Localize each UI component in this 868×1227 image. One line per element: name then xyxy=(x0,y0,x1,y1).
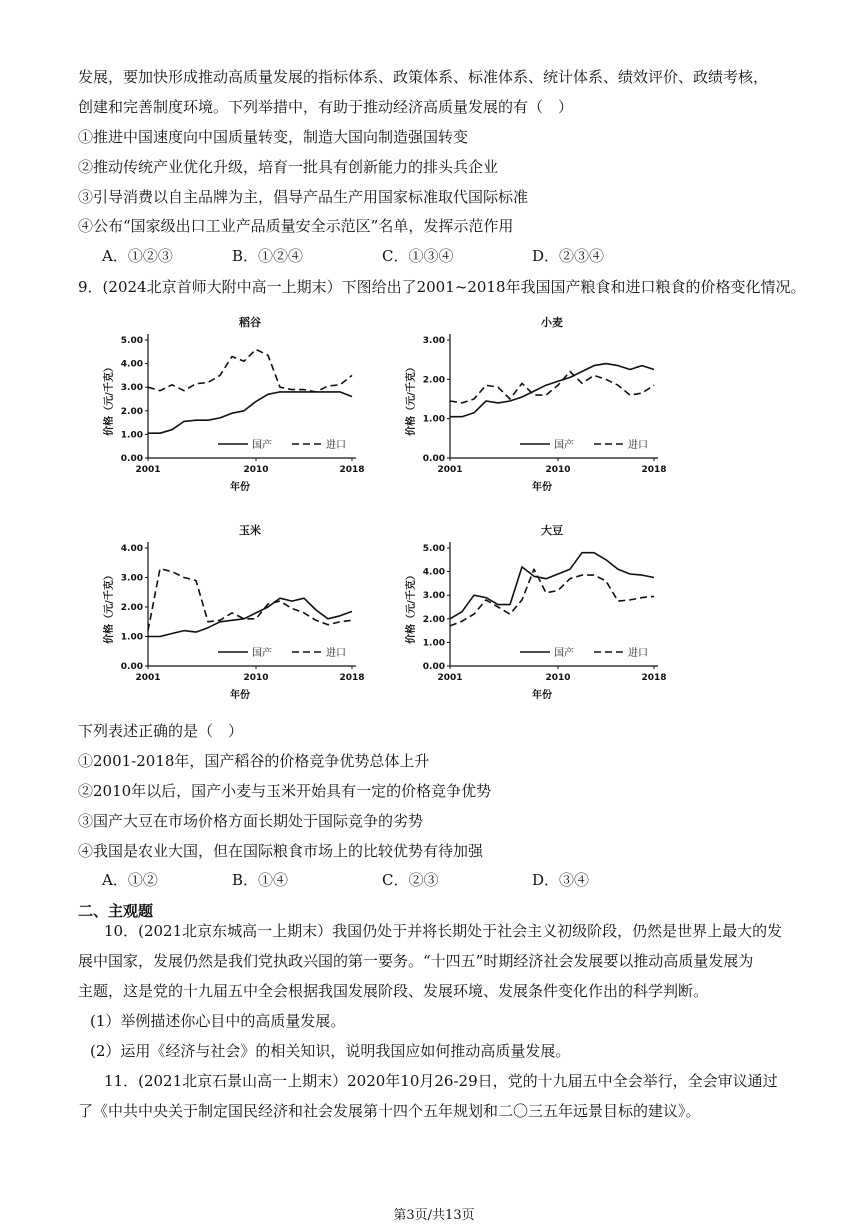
x-tick-label: 2010 xyxy=(545,673,571,683)
series-line-imported xyxy=(148,349,352,392)
y-tick-label: 1.00 xyxy=(422,638,445,649)
y-tick-label: 1.00 xyxy=(120,632,143,643)
x-tick-label: 2010 xyxy=(243,673,269,683)
series-line-imported xyxy=(148,569,352,631)
q10-line-3: 主题，这是党的十九届五中全会根据我国发展阶段、发展环境、发展条件变化作出的科学判断。 xyxy=(78,982,709,1000)
x-tick-label: 2001 xyxy=(437,673,463,683)
legend-label: 进口 xyxy=(326,648,346,659)
q9-question: 下列表述正确的是（ ） xyxy=(78,722,244,740)
y-tick-label: 5.00 xyxy=(120,336,143,346)
x-tick-label: 2001 xyxy=(135,673,161,683)
q8-option-c: C．①③④ xyxy=(382,247,454,265)
q10-subquestion-2: (2）运用《经济与社会》的相关知识，说明我国应如何推动高质量发展。 xyxy=(90,1042,571,1060)
y-tick-label: 1.00 xyxy=(422,414,445,425)
y-tick-label: 1.00 xyxy=(120,430,143,441)
y-tick-label: 2.00 xyxy=(120,603,143,613)
page-footer: 第3页/共13页 xyxy=(393,1208,475,1223)
q9-option-b: B．①④ xyxy=(232,871,289,889)
y-tick-label: 4.00 xyxy=(422,567,445,578)
series-line-imported xyxy=(450,372,654,403)
q9-statement-3: ③国产大豆在市场价格方面长期处于国际竞争的劣势 xyxy=(78,812,424,830)
series-line-imported xyxy=(450,569,654,626)
y-tick-label: 3.00 xyxy=(120,573,143,584)
chart-wheat-svg xyxy=(392,310,692,500)
chart-rice-svg xyxy=(90,310,390,500)
q9-statement-1: ①2001-2018年，国产稻谷的价格竞争优势总体上升 xyxy=(78,752,430,770)
q9-option-d: D．③④ xyxy=(532,871,590,889)
q11-line-1: 11．(2021北京石景山高一上期末）2020年10月26-29日，党的十九届五中全会举行，全会审议通过 xyxy=(104,1072,778,1090)
x-tick-label: 2018 xyxy=(641,673,667,683)
y-tick-label: 2.00 xyxy=(422,614,445,625)
y-tick-label: 4.00 xyxy=(120,359,143,370)
q8-statement-2: ②推动传统产业优化升级，培育一批具有创新能力的排头兵企业 xyxy=(78,158,499,176)
q10-line-1: 10．(2021北京东城高一上期末）我国仍处于并将长期处于社会主义初级阶段，仍然是世界上最大的发 xyxy=(104,922,783,940)
section-title: 二、主观题 xyxy=(78,902,154,920)
y-axis-label: 价格（元/千克） xyxy=(104,362,115,436)
q8-statement-3: ③引导消费以自主品牌为主，倡导产品生产用国家标准取代国际标准 xyxy=(78,188,529,206)
x-tick-label: 2010 xyxy=(545,465,571,475)
legend-label: 进口 xyxy=(326,440,346,451)
y-tick-label: 2.00 xyxy=(422,375,445,386)
x-axis-label: 年份 xyxy=(230,482,250,493)
legend-label: 国产 xyxy=(554,648,574,659)
q8-statement-4: ④公布“国家级出口工业产品质量安全示范区”名单，发挥示范作用 xyxy=(78,217,514,235)
chart-wheat xyxy=(392,310,692,504)
q9-stem: 9．(2024北京首师大附中高一上期末）下图给出了2001~2018年我国国产粮食和进口粮食的价格变化情况。 xyxy=(78,278,806,296)
q8-option-d: D．②③④ xyxy=(532,247,605,265)
y-tick-label: 0.00 xyxy=(120,662,143,672)
series-line-domestic xyxy=(450,364,654,417)
x-tick-label: 2018 xyxy=(339,673,365,683)
q8-option-a: A．①②③ xyxy=(102,247,173,265)
chart-corn xyxy=(90,518,390,712)
x-tick-label: 2001 xyxy=(437,465,463,475)
y-tick-label: 4.00 xyxy=(120,544,143,554)
y-tick-label: 3.00 xyxy=(422,336,445,346)
legend-label: 国产 xyxy=(252,440,272,451)
legend-label: 国产 xyxy=(252,648,272,659)
q9-option-c: C．②③ xyxy=(382,871,439,889)
legend-label: 进口 xyxy=(628,440,648,451)
chart-title: 小麦 xyxy=(541,316,563,329)
x-axis-label: 年份 xyxy=(230,690,250,701)
chart-soybean xyxy=(392,518,692,712)
q9-statement-2: ②2010年以后，国产小麦与玉米开始具有一定的价格竞争优势 xyxy=(78,782,492,800)
legend-label: 国产 xyxy=(554,440,574,451)
y-tick-label: 5.00 xyxy=(422,544,445,554)
q8-option-b: B．①②④ xyxy=(232,247,304,265)
q9-statement-4: ④我国是农业大国，但在国际粮食市场上的比较优势有待加强 xyxy=(78,842,484,860)
q8-statement-1: ①推进中国速度向中国质量转变，制造大国向制造强国转变 xyxy=(78,128,469,146)
x-axis-label: 年份 xyxy=(532,482,552,493)
y-tick-label: 0.00 xyxy=(120,454,143,464)
q11-line-2: 了《中共中央关于制定国民经济和社会发展第十四个五年规划和二〇三五年远景目标的建议》。 xyxy=(78,1102,701,1120)
x-tick-label: 2018 xyxy=(339,465,365,475)
q9-option-a: A．①② xyxy=(102,871,158,889)
x-axis-label: 年份 xyxy=(532,690,552,701)
series-line-domestic xyxy=(450,553,654,619)
chart-soybean-svg xyxy=(392,518,692,708)
chart-title: 玉米 xyxy=(239,524,261,537)
chart-title: 大豆 xyxy=(541,524,563,537)
y-tick-label: 0.00 xyxy=(422,662,445,672)
chart-corn-svg xyxy=(90,518,390,708)
x-tick-label: 2018 xyxy=(641,465,667,475)
q10-line-2: 展中国家，发展仍然是我们党执政兴国的第一要务。“十四五”时期经济社会发展要以推动高质量发展为 xyxy=(78,952,754,970)
legend-label: 进口 xyxy=(628,648,648,659)
series-line-domestic xyxy=(148,392,352,433)
x-tick-label: 2001 xyxy=(135,465,161,475)
q8-stem-line-1: 发展，要加快形成推动高质量发展的指标体系、政策体系、标准体系、统计体系、绩效评价、政绩考核， xyxy=(78,68,769,86)
y-tick-label: 3.00 xyxy=(120,383,143,394)
chart-title: 稻谷 xyxy=(239,316,261,329)
y-axis-label: 价格（元/千克） xyxy=(406,570,417,644)
y-axis-label: 价格（元/千克） xyxy=(104,570,115,644)
y-axis-label: 价格（元/千克） xyxy=(406,362,417,436)
q8-stem-line-2: 创建和完善制度环境。下列举措中，有助于推动经济高质量发展的有（ ） xyxy=(78,98,574,116)
chart-rice xyxy=(90,310,390,504)
y-tick-label: 2.00 xyxy=(120,406,143,417)
y-tick-label: 3.00 xyxy=(422,591,445,602)
y-tick-label: 0.00 xyxy=(422,454,445,464)
series-line-domestic xyxy=(148,598,352,636)
x-tick-label: 2010 xyxy=(243,465,269,475)
q10-subquestion-1: (1）举例描述你心目中的高质量发展。 xyxy=(90,1012,346,1030)
